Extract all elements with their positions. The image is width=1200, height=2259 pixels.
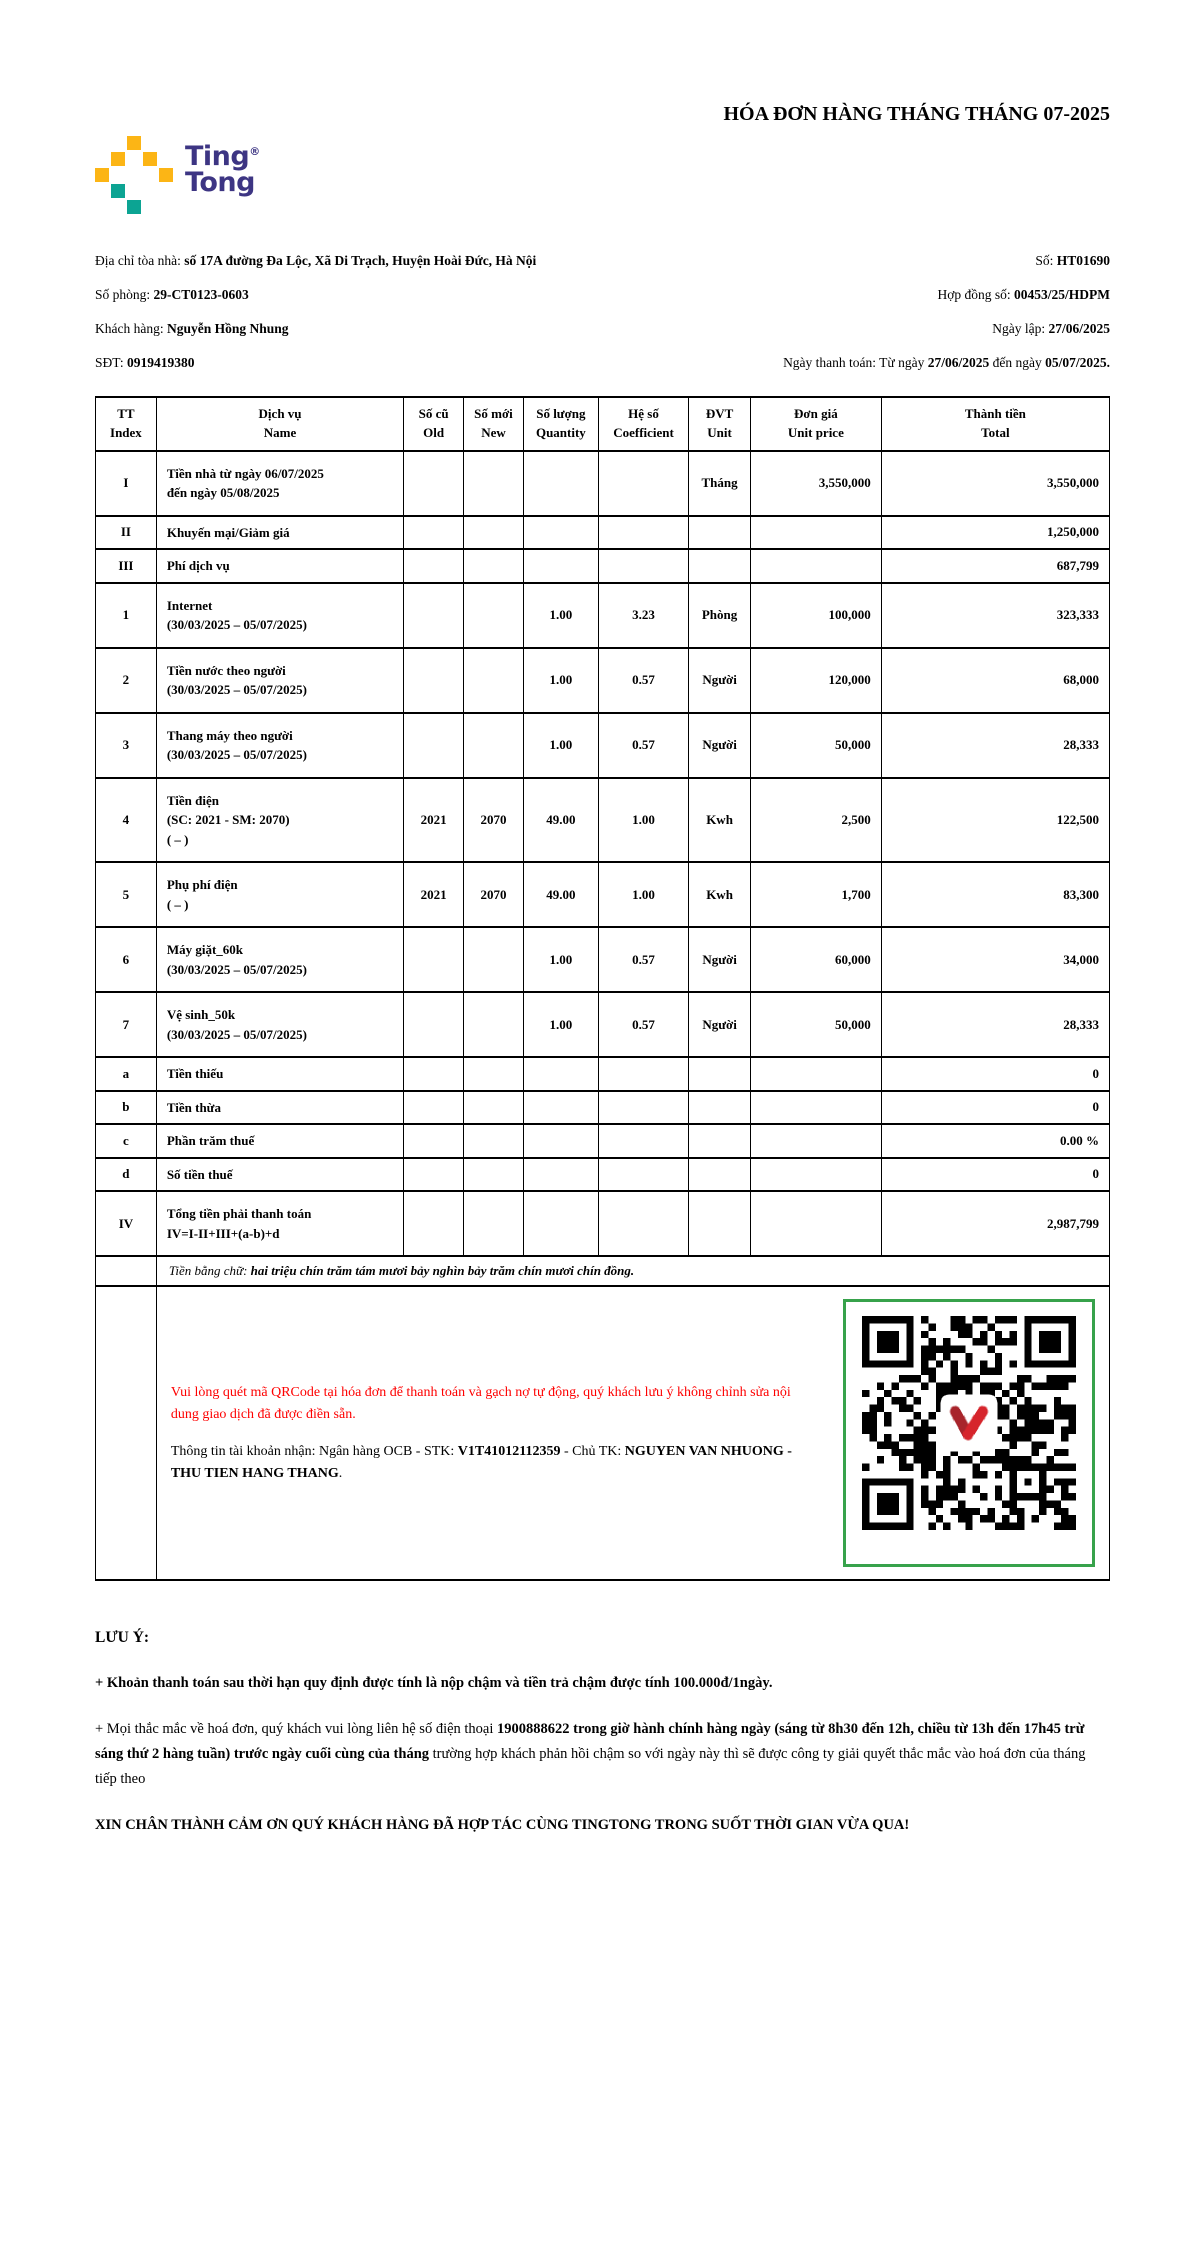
invoice-number: Số: HT01690 — [1035, 253, 1110, 268]
column-header: Hệ số Coefficient — [598, 397, 688, 451]
invoice-table — [95, 396, 1110, 1581]
table-row — [96, 1158, 1110, 1192]
payment-period: Ngày thanh toán: Từ ngày 27/06/2025 đến ngày 05/07/2025. — [783, 355, 1110, 370]
invoice-title: HÓA ĐƠN HÀNG THÁNG THÁNG 07-2025 — [723, 103, 1110, 125]
cell-coef: 3.23 — [598, 583, 688, 648]
meta-left — [95, 244, 575, 380]
cell-price: 2,500 — [750, 778, 881, 863]
cell-new — [464, 1158, 524, 1192]
registered-mark-icon: ® — [249, 145, 260, 158]
cell-price — [750, 1158, 881, 1192]
cell-new — [464, 927, 524, 992]
cell-name: Tiền thiếu — [156, 1057, 403, 1091]
cell-qty — [523, 516, 598, 550]
cell-price: 3,550,000 — [750, 451, 881, 516]
qr-notice: Vui lòng quét mã QRCode tại hóa đơn để thanh toán và gạch nợ tự động, quý khách lưu ý không chỉnh sửa nội dung giao dịch đã được điền sẵn. — [170, 1384, 791, 1422]
cell-new — [464, 451, 524, 516]
cell-new — [464, 1124, 524, 1158]
column-header: Thành tiền Total — [881, 397, 1109, 451]
cell-price — [750, 1091, 881, 1125]
thanks-note: XIN CHÂN THÀNH CẢM ƠN QUÝ KHÁCH HÀNG ĐÃ HỢP TÁC CÙNG TINGTONG TRONG SUỐT THỜI GIAN VỪA QUA! — [95, 1816, 910, 1833]
cell-unit — [689, 549, 751, 583]
cell-name: Tiền nhà từ ngày 06/07/2025 đến ngày 05/08/2025 — [156, 451, 403, 516]
qr-section — [156, 1286, 1109, 1580]
customer-name: Khách hàng: Nguyễn Hồng Nhung — [95, 321, 289, 336]
table-row — [96, 778, 1110, 863]
cell-qty — [523, 1057, 598, 1091]
cell-price — [750, 1124, 881, 1158]
cell-price: 50,000 — [750, 992, 881, 1057]
cell-price: 60,000 — [750, 927, 881, 992]
column-header: Số cũ Old — [404, 397, 464, 451]
qr-account-info: Thông tin tài khoản nhận: Ngân hàng OCB - STK: V1T41012112359 - Chủ TK: NGUYEN VAN NHUONG - THU TIEN HANG THANG. — [170, 1444, 792, 1481]
cell-unit — [689, 1191, 751, 1256]
cell-new — [464, 648, 524, 713]
customer-phone: SĐT: 0919419380 — [95, 355, 195, 370]
cell-price: 120,000 — [750, 648, 881, 713]
cell-idx: III — [96, 549, 157, 583]
header — [95, 100, 1110, 214]
empty-cell — [96, 1286, 157, 1580]
cell-coef — [598, 516, 688, 550]
cell-unit: Người — [689, 992, 751, 1057]
cell-qty — [523, 1124, 598, 1158]
column-header: TT Index — [96, 397, 157, 451]
cell-total: 3,550,000 — [881, 451, 1109, 516]
cell-old — [404, 516, 464, 550]
table-row — [96, 862, 1110, 927]
cell-name: Khuyến mại/Giảm giá — [156, 516, 403, 550]
cell-qty: 1.00 — [523, 927, 598, 992]
cell-new: 2070 — [464, 778, 524, 863]
late-payment-note: + Khoản thanh toán sau thời hạn quy định được tính là nộp chậm và tiền trả chậm được tính 100.000đ/1ngày. — [95, 1675, 773, 1692]
cell-unit: Kwh — [689, 778, 751, 863]
empty-cell — [96, 1256, 157, 1286]
qr-row — [96, 1286, 1110, 1580]
cell-total: 28,333 — [881, 713, 1109, 778]
cell-qty: 1.00 — [523, 713, 598, 778]
cell-total: 0 — [881, 1057, 1109, 1091]
cell-old — [404, 1191, 464, 1256]
contract-number: Hợp đồng số: 00453/25/HDPM — [937, 287, 1110, 302]
cell-total: 323,333 — [881, 583, 1109, 648]
column-header: Số lượng Quantity — [523, 397, 598, 451]
table-row — [96, 992, 1110, 1057]
cell-new — [464, 583, 524, 648]
cell-unit: Tháng — [689, 451, 751, 516]
cell-coef: 0.57 — [598, 927, 688, 992]
cell-unit: Người — [689, 927, 751, 992]
cell-idx: IV — [96, 1191, 157, 1256]
cell-coef — [598, 549, 688, 583]
cell-unit: Người — [689, 713, 751, 778]
cell-new — [464, 992, 524, 1057]
qr-code — [862, 1316, 1076, 1530]
tingtong-pixel-icon — [95, 136, 173, 214]
cell-qty: 1.00 — [523, 648, 598, 713]
cell-old — [404, 992, 464, 1057]
cell-name: Tổng tiền phải thanh toán IV=I-II+III+(a-b)+d — [156, 1191, 403, 1256]
column-header: Dịch vụ Name — [156, 397, 403, 451]
cell-total: 2,987,799 — [881, 1191, 1109, 1256]
table-row — [96, 516, 1110, 550]
table-row — [96, 713, 1110, 778]
amount-in-words: Tiền bằng chữ: hai triệu chín trăm tám mươi bảy nghìn bảy trăm chín mươi chín đồng. — [156, 1256, 1109, 1286]
cell-name: Phụ phí điện ( – ) — [156, 862, 403, 927]
cell-name: Phần trăm thuế — [156, 1124, 403, 1158]
cell-idx: c — [96, 1124, 157, 1158]
cell-coef: 0.57 — [598, 648, 688, 713]
meta-right — [575, 244, 1110, 380]
cell-new — [464, 1191, 524, 1256]
cell-idx: 7 — [96, 992, 157, 1057]
cell-new — [464, 1057, 524, 1091]
table-row — [96, 451, 1110, 516]
cell-coef: 0.57 — [598, 992, 688, 1057]
cell-qty: 49.00 — [523, 778, 598, 863]
cell-name: Tiền điện (SC: 2021 - SM: 2070) ( – ) — [156, 778, 403, 863]
cell-new — [464, 516, 524, 550]
cell-old — [404, 927, 464, 992]
cell-idx: 2 — [96, 648, 157, 713]
cell-idx: b — [96, 1091, 157, 1125]
cell-new — [464, 713, 524, 778]
cell-price — [750, 549, 881, 583]
cell-idx: 3 — [96, 713, 157, 778]
cell-unit — [689, 1057, 751, 1091]
cell-new — [464, 549, 524, 583]
cell-old — [404, 713, 464, 778]
cell-total: 1,250,000 — [881, 516, 1109, 550]
cell-name: Máy giặt_60k (30/03/2025 – 05/07/2025) — [156, 927, 403, 992]
column-header: ĐVT Unit — [689, 397, 751, 451]
cell-coef — [598, 1124, 688, 1158]
column-header: Đơn giá Unit price — [750, 397, 881, 451]
table-row — [96, 1091, 1110, 1125]
footer — [95, 1629, 1110, 1838]
column-header: Số mới New — [464, 397, 524, 451]
cell-old: 2021 — [404, 862, 464, 927]
cell-idx: 6 — [96, 927, 157, 992]
table-row — [96, 549, 1110, 583]
cell-total: 68,000 — [881, 648, 1109, 713]
cell-idx: II — [96, 516, 157, 550]
cell-qty — [523, 451, 598, 516]
cell-total: 687,799 — [881, 549, 1109, 583]
cell-price — [750, 516, 881, 550]
cell-qty — [523, 549, 598, 583]
cell-price — [750, 1191, 881, 1256]
cell-idx: d — [96, 1158, 157, 1192]
cell-qty — [523, 1091, 598, 1125]
cell-qty — [523, 1158, 598, 1192]
cell-coef: 1.00 — [598, 862, 688, 927]
cell-unit — [689, 1124, 751, 1158]
hotline-note: + Mọi thắc mắc về hoá đơn, quý khách vui lòng liên hệ số điện thoại 1900888622 trong giờ hành chính hàng ngày (sáng từ 8h30 đến 12h, chiều từ 13h đến 17h45 trừ sáng thứ 2 hàng tuần) trước ngày cuối cùng của tháng trường hợp khách phản hồi chậm so với ngày này thì sẽ được công ty giải quyết thắc mắc vào hoá đơn của tháng tiếp theo — [95, 1720, 1086, 1788]
cell-coef — [598, 1057, 688, 1091]
cell-price — [750, 1057, 881, 1091]
cell-coef: 0.57 — [598, 713, 688, 778]
cell-qty: 1.00 — [523, 583, 598, 648]
cell-old — [404, 1158, 464, 1192]
cell-qty — [523, 1191, 598, 1256]
table-row — [96, 583, 1110, 648]
cell-old — [404, 1124, 464, 1158]
cell-old — [404, 583, 464, 648]
table-row — [96, 1124, 1110, 1158]
cell-price: 50,000 — [750, 713, 881, 778]
cell-name: Thang máy theo người (30/03/2025 – 05/07/2025) — [156, 713, 403, 778]
issue-date: Ngày lập: 27/06/2025 — [992, 321, 1110, 336]
cell-name: Tiền nước theo người (30/03/2025 – 05/07/2025) — [156, 648, 403, 713]
cell-idx: 5 — [96, 862, 157, 927]
cell-new: 2070 — [464, 862, 524, 927]
cell-total: 28,333 — [881, 992, 1109, 1057]
cell-coef — [598, 1091, 688, 1125]
cell-old — [404, 648, 464, 713]
cell-unit — [689, 1158, 751, 1192]
cell-old — [404, 451, 464, 516]
cell-idx: I — [96, 451, 157, 516]
cell-total: 34,000 — [881, 927, 1109, 992]
cell-coef — [598, 451, 688, 516]
cell-idx: 4 — [96, 778, 157, 863]
cell-total: 0 — [881, 1158, 1109, 1192]
invoice-table-body — [96, 451, 1110, 1257]
cell-unit: Kwh — [689, 862, 751, 927]
cell-total: 122,500 — [881, 778, 1109, 863]
brand-wordmark: Ting® Tong — [185, 141, 260, 198]
cell-coef — [598, 1158, 688, 1192]
cell-unit — [689, 516, 751, 550]
note-title: LƯU Ý: — [95, 1629, 150, 1647]
invoice-table-head — [96, 397, 1110, 451]
cell-old — [404, 549, 464, 583]
table-header-row — [96, 397, 1110, 451]
cell-name: Internet (30/03/2025 – 05/07/2025) — [156, 583, 403, 648]
amount-in-words-row — [96, 1256, 1110, 1286]
table-row — [96, 1191, 1110, 1256]
cell-unit: Phòng — [689, 583, 751, 648]
cell-old — [404, 1057, 464, 1091]
cell-qty: 1.00 — [523, 992, 598, 1057]
cell-total: 83,300 — [881, 862, 1109, 927]
cell-name: Phí dịch vụ — [156, 549, 403, 583]
cell-new — [464, 1091, 524, 1125]
building-address: Địa chỉ tòa nhà: số 17A đường Đa Lộc, Xã Di Trạch, Huyện Hoài Đức, Hà Nội — [95, 253, 537, 268]
cell-coef: 1.00 — [598, 778, 688, 863]
cell-price: 1,700 — [750, 862, 881, 927]
cell-price: 100,000 — [750, 583, 881, 648]
table-row — [96, 1057, 1110, 1091]
qr-box — [843, 1299, 1095, 1567]
cell-name: Số tiền thuế — [156, 1158, 403, 1192]
cell-name: Tiền thừa — [156, 1091, 403, 1125]
cell-total: 0 — [881, 1091, 1109, 1125]
cell-idx: a — [96, 1057, 157, 1091]
room-number: Số phòng: 29-CT0123-0603 — [95, 287, 249, 302]
cell-unit — [689, 1091, 751, 1125]
cell-old: 2021 — [404, 778, 464, 863]
cell-unit: Người — [689, 648, 751, 713]
cell-idx: 1 — [96, 583, 157, 648]
cell-coef — [598, 1191, 688, 1256]
meta-section — [95, 244, 1110, 380]
brand-logo — [95, 136, 260, 214]
table-row — [96, 648, 1110, 713]
cell-old — [404, 1091, 464, 1125]
table-row — [96, 927, 1110, 992]
cell-total: 0.00 % — [881, 1124, 1109, 1158]
cell-name: Vệ sinh_50k (30/03/2025 – 05/07/2025) — [156, 992, 403, 1057]
cell-qty: 49.00 — [523, 862, 598, 927]
